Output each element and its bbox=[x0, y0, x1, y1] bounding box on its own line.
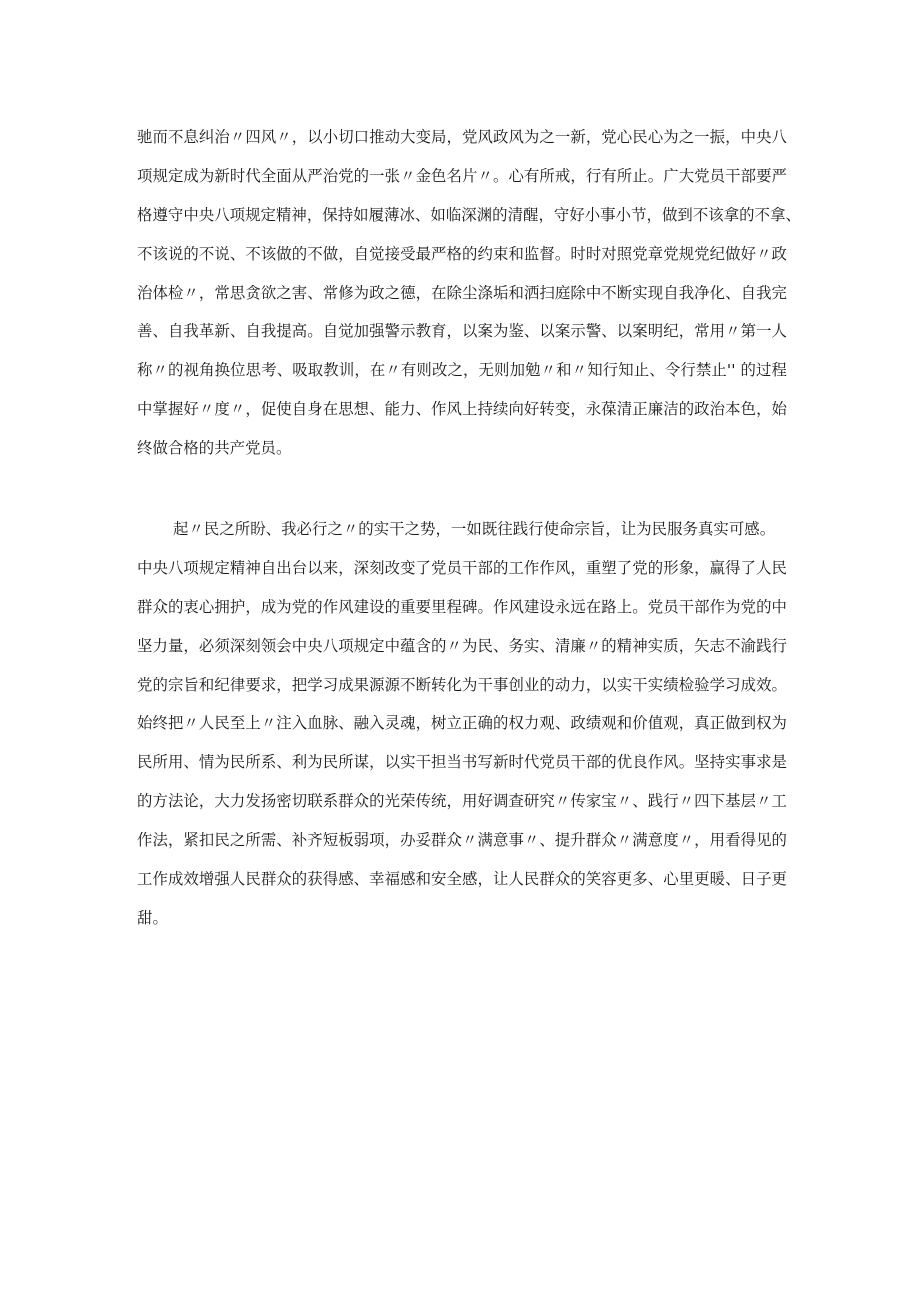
text-line: 始终把〃人民至上〃注入血脉、融入灵魂，树立正确的权力观、政绩观和价值观，真正做到权为 bbox=[137, 714, 787, 733]
text-line: 驰而不息纠治〃四风〃，以小切口推动大变局，党风政风为之一新，党心民心为之一振，中央八 bbox=[137, 128, 787, 146]
text-line: 党的宗旨和纪律要求，把学习成果源源不断转化为干事创业的动力，以实干实绩检验学习成效。 bbox=[137, 675, 787, 694]
paragraph-1 bbox=[137, 118, 801, 468]
text-line: 甜。 bbox=[137, 908, 168, 927]
text-line: 格遵守中央八项规定精神，保持如履薄冰、如临深渊的清醒，守好小事小节，做到不该拿的不拿、 bbox=[137, 205, 801, 224]
paragraph-spacer bbox=[137, 468, 787, 510]
text-line: 群众的衷心拥护，成为党的作风建设的重要里程碑。作风建设永远在路上。党员干部作为党的中 bbox=[137, 597, 787, 616]
text-line: 的方法论，大力发扬密切联系群众的光荣传统，用好调查研究〃传家宝〃、践行〃四下基层〃工 bbox=[137, 792, 787, 811]
text-line: 治体检〃，常思贪欲之害、常修为政之德，在除尘涤垢和洒扫庭除中不断实现自我净化、自我完 bbox=[137, 283, 787, 302]
text-line: 坚力量，必须深刻领会中央八项规定中蕴含的〃为民、务实、清廉〃的精神实质，矢志不渝践行 bbox=[137, 636, 787, 655]
text-line: 中央八项规定精神自出台以来，深刻改变了党员干部的工作作风，重塑了党的形象，赢得了人民 bbox=[137, 558, 787, 577]
text-line: 起〃民之所盼、我必行之〃的实干之势，一如既往践行使命宗旨，让为民服务真实可感。 bbox=[173, 520, 776, 539]
text-line: 项规定成为新时代全面从严治党的一张〃金色名片〃。心有所戒，行有所止。广大党员干部要严 bbox=[137, 166, 787, 185]
text-line: 工作成效增强人民群众的获得感、幸福感和安全感，让人民群众的笑容更多、心里更暖、日子更 bbox=[137, 870, 787, 889]
text-line: 善、自我革新、自我提高。自觉加强警示教育，以案为鉴、以案示警、以案明纪，常用〃第一人 bbox=[137, 322, 787, 341]
text-line: 中掌握好〃度〃，促使自身在思想、能力、作风上持续向好转变，永葆清正廉洁的政治本色，始 bbox=[137, 400, 787, 419]
text-line: 作法，紧扣民之所需、补齐短板弱项，办妥群众〃满意事〃、提升群众〃满意度〃，用看得见的 bbox=[137, 831, 787, 850]
text-line: 称〃的视角换位思考、吸取教训，在〃有则改之，无则加勉〃和〃知行知止、令行禁止'' 的过程 bbox=[137, 361, 787, 380]
paragraph-2 bbox=[137, 510, 787, 938]
document-body bbox=[137, 118, 801, 938]
text-line: 终做合格的共产党员。 bbox=[137, 439, 292, 458]
text-line: 民所用、情为民所系、利为民所谋，以实干担当书写新时代党员干部的优良作风。坚持实事求是 bbox=[137, 753, 787, 772]
text-line: 不该说的不说、不该做的不做，自觉接受最严格的约束和监督。时时对照党章党规党纪做好〃政 bbox=[137, 244, 787, 263]
